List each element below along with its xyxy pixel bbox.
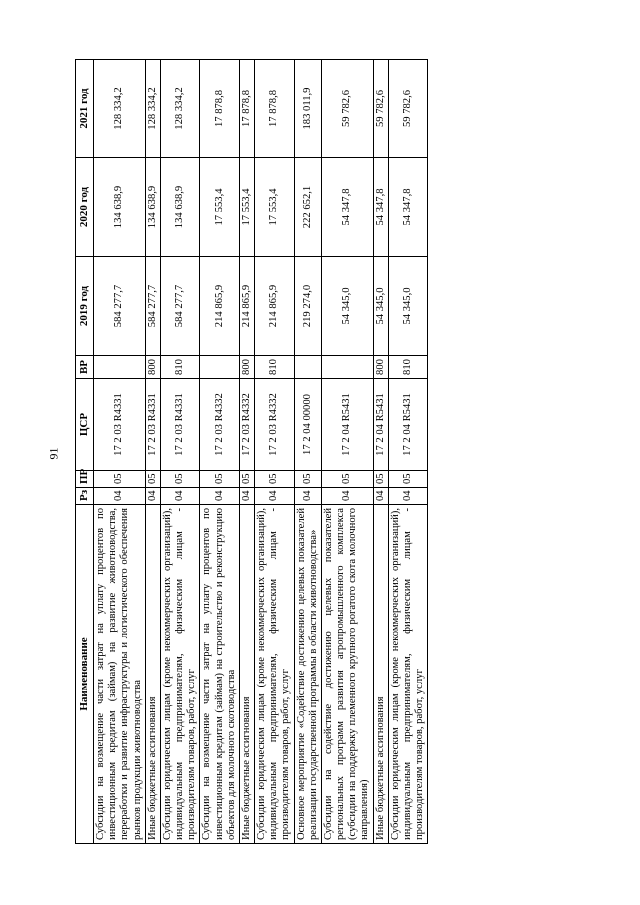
row-name: Субсидии на возмещение части затрат на уплату процентов по инвестиционным кредитам (займам) на развитие животноводства, переработки и развитие инфраструктуры и логистического обеспечения рынков продукции животноводства [94,505,146,844]
row-vr [294,356,321,379]
row-rz: 04 [145,488,160,505]
row-name: Субсидии юридическим лицам (кроме некоммерческих организаций), индивидуальным предпринимателям, физическим лицам - производителям товаров, работ, услуг [160,505,200,844]
table-row [200,60,240,844]
row-2021: 17 878,8 [239,60,254,158]
row-2021: 59 782,6 [321,60,373,158]
row-pr: 05 [373,471,388,488]
row-name: Иные бюджетные ассигнования [145,505,160,844]
table-row [160,60,200,844]
row-2020: 134 638,9 [94,158,146,257]
row-2021: 17 878,8 [255,60,295,158]
row-2019: 214 865,9 [239,257,254,356]
row-2019: 219 274,0 [294,257,321,356]
row-pr: 05 [160,471,200,488]
row-2019: 54 345,0 [321,257,373,356]
row-vr: 800 [239,356,254,379]
row-name: Иные бюджетные ассигнования [373,505,388,844]
row-vr [200,356,240,379]
page-number-text: 91 [46,447,61,459]
row-vr [94,356,146,379]
row-csr: 17 2 03 R4332 [255,379,295,471]
row-pr: 05 [94,471,146,488]
row-2019: 584 277,7 [94,257,146,356]
row-rz: 04 [239,488,254,505]
row-csr: 17 2 04 R5431 [388,379,428,471]
table-row [239,60,254,844]
row-pr: 05 [145,471,160,488]
row-2021: 183 011,9 [294,60,321,158]
row-2021: 17 878,8 [200,60,240,158]
row-2019: 54 345,0 [388,257,428,356]
header-csr: ЦСР [76,379,94,471]
row-rz: 04 [200,488,240,505]
table-header-row [76,60,94,844]
row-2021: 59 782,6 [373,60,388,158]
row-2020: 134 638,9 [160,158,200,257]
row-rz: 04 [294,488,321,505]
row-2021: 59 782,6 [388,60,428,158]
table-row [94,60,146,844]
header-2021: 2021 год [76,60,94,158]
row-csr: 17 2 03 R4331 [160,379,200,471]
row-vr: 800 [145,356,160,379]
rotated-budget-table [75,60,506,844]
row-name: Основное мероприятие «Содействие достижению целевых показателей реализации государственной программы в области животноводства» [294,505,321,844]
header-name: Наименование [76,505,94,844]
row-2020: 54 347,8 [321,158,373,257]
row-2020: 17 553,4 [239,158,254,257]
row-csr: 17 2 03 R4331 [145,379,160,471]
row-2019: 584 277,7 [145,257,160,356]
row-2020: 54 347,8 [388,158,428,257]
header-vr: ВР [76,356,94,379]
table-row [388,60,428,844]
row-rz: 04 [321,488,373,505]
row-rz: 04 [255,488,295,505]
row-pr: 05 [239,471,254,488]
row-csr: 17 2 03 R4332 [200,379,240,471]
row-2019: 214 865,9 [255,257,295,356]
row-pr: 05 [255,471,295,488]
page-number [44,438,64,468]
header-rz: Рз [76,488,94,505]
row-2020: 17 553,4 [255,158,295,257]
header-pr: ПР [76,471,94,488]
header-2020: 2020 год [76,158,94,257]
row-vr: 810 [255,356,295,379]
row-csr: 17 2 04 R5431 [321,379,373,471]
row-2021: 128 334,2 [94,60,146,158]
row-2019: 214 865,9 [200,257,240,356]
row-vr: 810 [388,356,428,379]
row-rz: 04 [373,488,388,505]
row-2020: 17 553,4 [200,158,240,257]
row-vr: 800 [373,356,388,379]
row-vr [321,356,373,379]
row-pr: 05 [321,471,373,488]
row-rz: 04 [388,488,428,505]
row-pr: 05 [294,471,321,488]
row-csr: 17 2 03 R4332 [239,379,254,471]
row-2020: 134 638,9 [145,158,160,257]
row-2020: 222 652,1 [294,158,321,257]
table-row [373,60,388,844]
row-csr: 17 2 04 R5431 [373,379,388,471]
row-name: Иные бюджетные ассигнования [239,505,254,844]
row-pr: 05 [388,471,428,488]
row-2021: 128 334,2 [145,60,160,158]
row-csr: 17 2 03 R4331 [94,379,146,471]
row-csr: 17 2 04 00000 [294,379,321,471]
row-name: Субсидии на содействие достижению целевых показателей региональных программ развития агропромышленного комплекса (субсидии на поддержку племенного крупного рогатого скота молочного направления) [321,505,373,844]
row-rz: 04 [94,488,146,505]
row-2020: 54 347,8 [373,158,388,257]
row-name: Субсидии юридическим лицам (кроме некоммерческих организаций), индивидуальным предпринимателям, физическим лицам - производителям товаров, работ, услуг [388,505,428,844]
row-2021: 128 334,2 [160,60,200,158]
row-pr: 05 [200,471,240,488]
table-row [255,60,295,844]
row-name: Субсидии на возмещение части затрат на уплату процентов по инвестиционным кредитам (займам) на строительство и реконструкцию объектов для молочного скотоводства [200,505,240,844]
row-rz: 04 [160,488,200,505]
row-2019: 54 345,0 [373,257,388,356]
row-vr: 810 [160,356,200,379]
table-row [294,60,321,844]
table-row [145,60,160,844]
row-2019: 584 277,7 [160,257,200,356]
row-name: Субсидии юридическим лицам (кроме некоммерческих организаций), индивидуальным предпринимателям, физическим лицам - производителям товаров, работ, услуг [255,505,295,844]
header-2019: 2019 год [76,257,94,356]
table-row [321,60,373,844]
budget-table [75,59,428,844]
